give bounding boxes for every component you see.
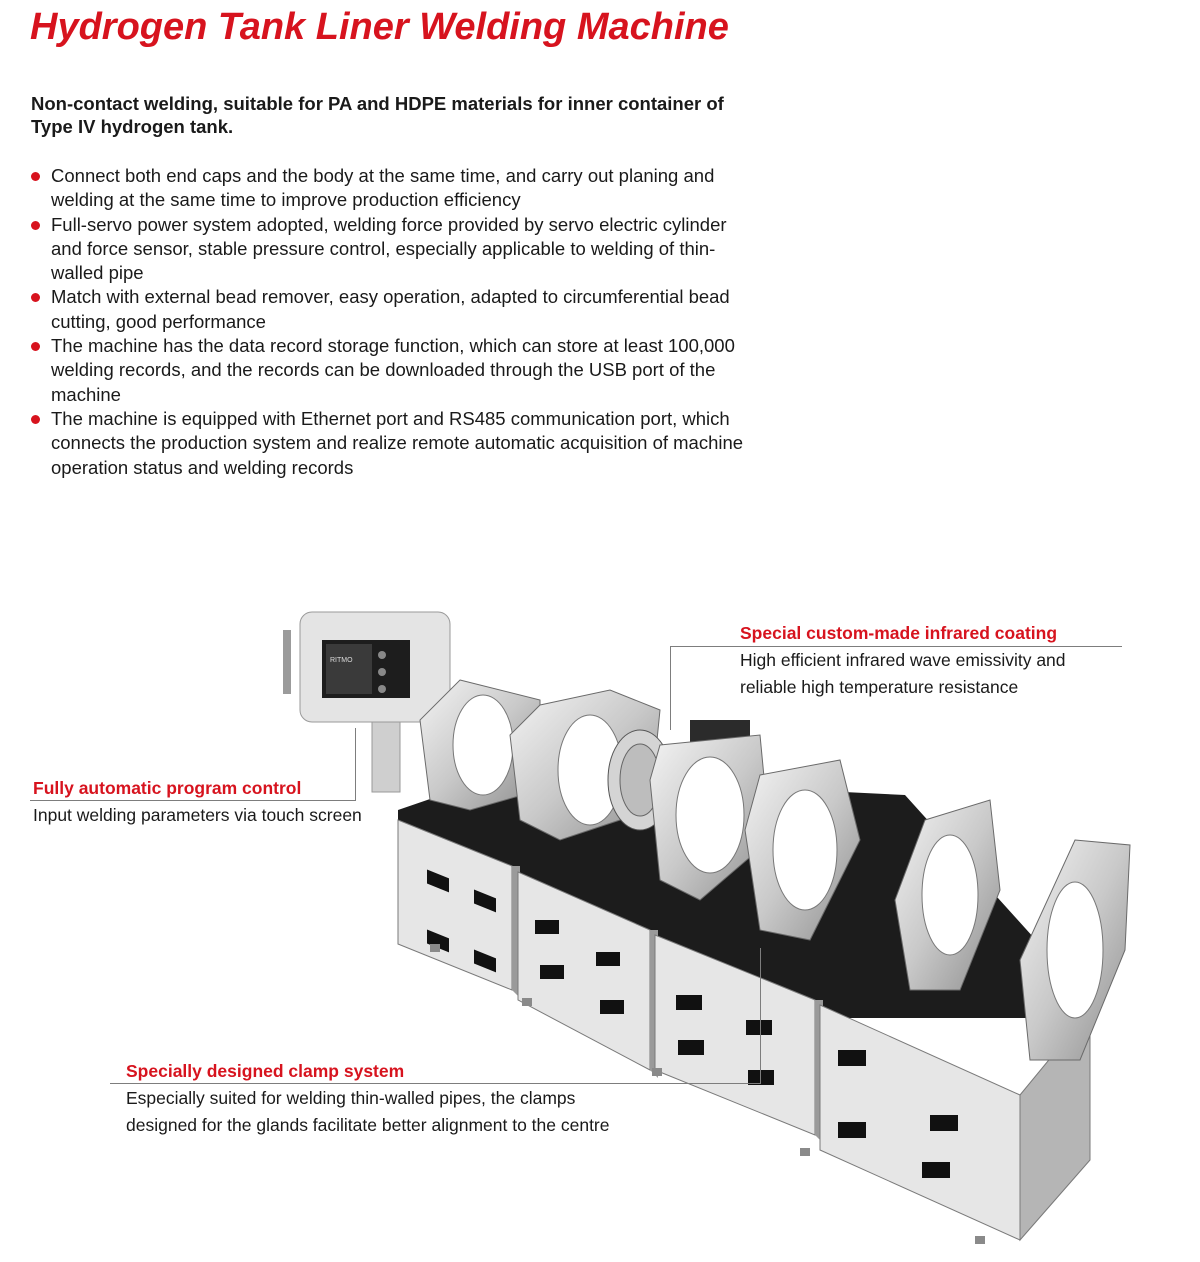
- callout-infrared-title: Special custom-made infrared coating: [740, 623, 1058, 643]
- callout-infrared-line1: High efficient infrared wave emissivity and: [740, 650, 1066, 670]
- leader-line-program-v: [355, 728, 356, 801]
- callout-clamp-line2: designed for the glands facilitate better alignment to the centre: [126, 1115, 610, 1135]
- callout-program-title: Fully automatic program control: [33, 778, 302, 798]
- callout-infrared-line2: reliable high temperature resistance: [740, 677, 1019, 697]
- leader-line-clamp-h: [110, 1083, 760, 1084]
- feature-text: The machine has the data record storage function, which can store at least 100,000 welding records, and the records can be downloaded through the USB port of the machine: [51, 335, 735, 405]
- control-panel: [283, 612, 450, 792]
- screen-brand: RITMO: [330, 657, 353, 664]
- clamp-ring: [1020, 840, 1130, 1060]
- page-title: Hydrogen Tank Liner Welding Machine: [30, 6, 729, 48]
- callout-clamp-line1: Especially suited for welding thin-walled pipes, the clamps: [126, 1088, 576, 1108]
- feature-text: Full-servo power system adopted, welding force provided by servo electric cylinder and force sensor, stable pressure control, especially applicable to welding of thin-walled pipe: [51, 213, 727, 284]
- leader-line-clamp-v: [760, 948, 761, 1084]
- intro-paragraph: Non-contact welding, suitable for PA and HDPE materials for inner container of Type IV hydrogen tank.: [31, 93, 724, 137]
- feature-text: Match with external bead remover, easy operation, adapted to circumferential bead cutting, good performance: [51, 286, 730, 332]
- feature-text: Connect both end caps and the body at the same time, and carry out planing and welding at the same time to improve production efficiency: [51, 165, 715, 211]
- leader-line-infrared-v: [670, 646, 671, 730]
- leader-line-program-h: [30, 800, 355, 801]
- callout-clamp-title: Specially designed clamp system: [126, 1061, 405, 1081]
- feature-text: The machine is equipped with Ethernet port and RS485 communication port, which connects the production system and realize remote automatic acquisition of machine operation status and welding records: [51, 407, 744, 478]
- callout-program-line1: Input welding parameters via touch screen: [33, 805, 362, 825]
